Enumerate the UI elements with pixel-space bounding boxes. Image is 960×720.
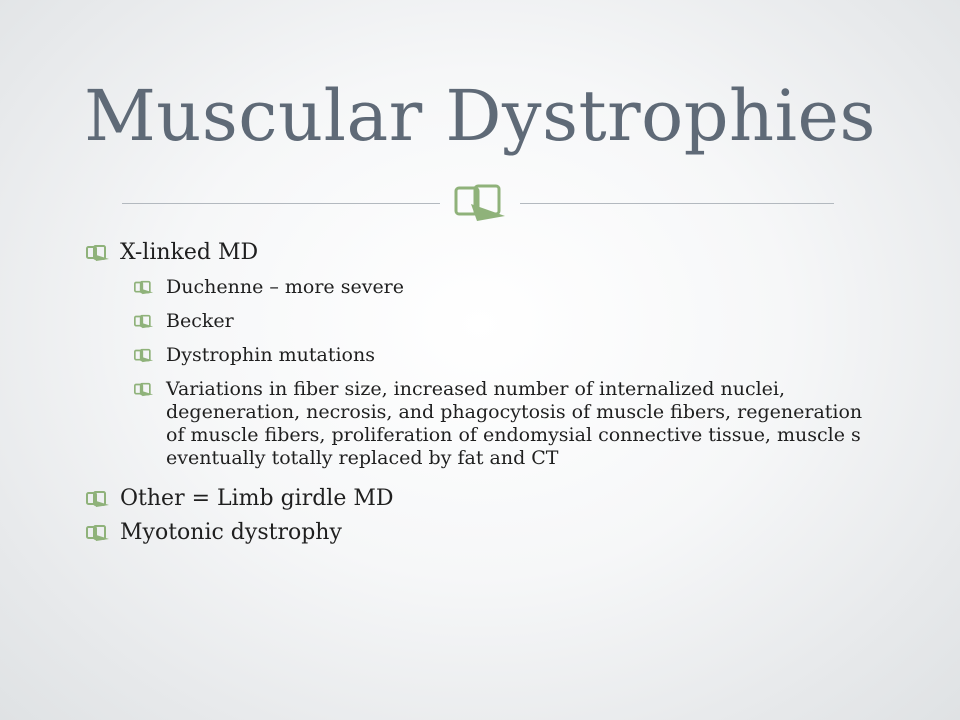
bullet-text: X-linked MD (120, 240, 259, 265)
sub-bullet-item (86, 276, 886, 310)
title-divider-left (122, 203, 440, 204)
slide-title: Muscular Dystrophies (84, 75, 876, 157)
overlapping-squares-bullet-icon (134, 382, 154, 397)
bullet-text: Myotonic dystrophy (120, 520, 342, 545)
sub-bullet-text: Duchenne – more severe (166, 276, 405, 298)
overlapping-squares-bullet-icon (86, 524, 110, 542)
overlapping-squares-bullet-icon (134, 314, 154, 329)
title-divider-right (520, 203, 834, 204)
sub-bullet-item (86, 344, 886, 378)
bullet-item (86, 518, 886, 552)
overlapping-squares-bullet-icon (86, 490, 110, 508)
bullet-item (86, 238, 886, 272)
overlapping-squares-icon (447, 174, 513, 226)
sub-bullet-item (86, 310, 886, 344)
overlapping-squares-bullet-icon (134, 280, 154, 295)
sub-bullet-text: Variations in fiber size, increased number of internalized nuclei, degeneration, necrosis, and phagocytosis of muscle fibers, regeneration of muscle fibers, proliferation of endomysial connective tissue, muscle s eventually totally replaced by fat and CT (166, 378, 863, 469)
sub-bullet-text: Becker (166, 310, 234, 332)
bullet-item (86, 484, 886, 518)
bullet-list (86, 238, 886, 552)
bullet-text: Other = Limb girdle MD (120, 486, 394, 511)
sub-bullet-text: Dystrophin mutations (166, 344, 375, 366)
overlapping-squares-bullet-icon (134, 348, 154, 363)
overlapping-squares-bullet-icon (86, 244, 110, 262)
sub-bullet-item (86, 378, 886, 470)
